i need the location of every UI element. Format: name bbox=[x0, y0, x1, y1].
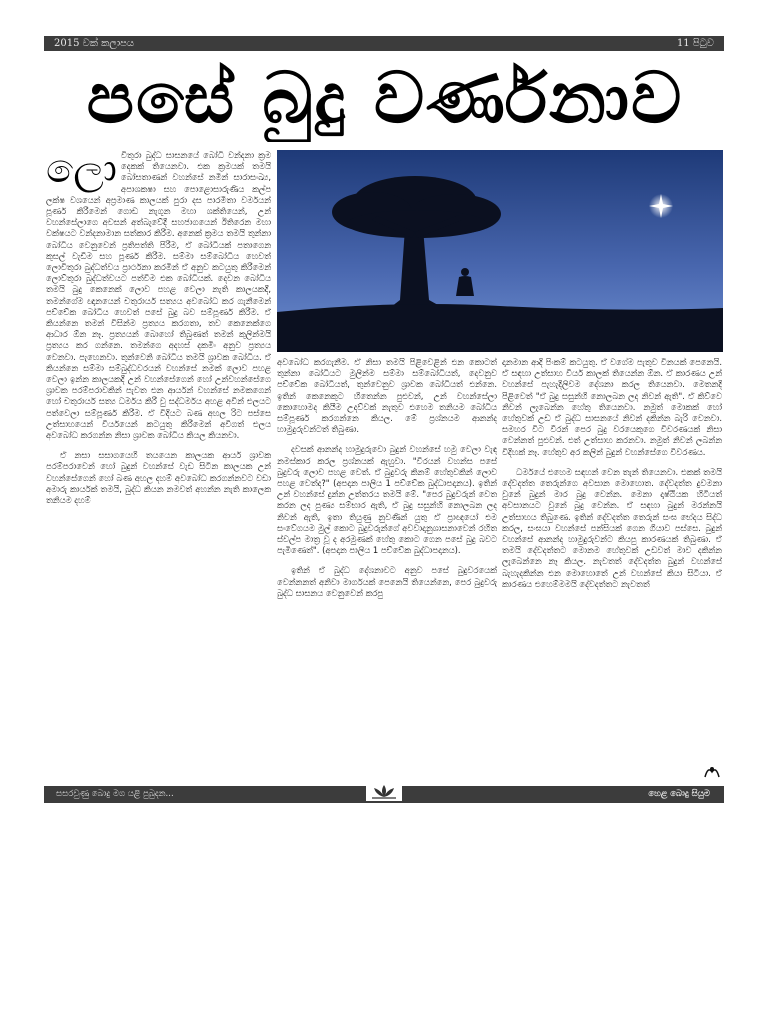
article-title: පසේ බුදු වර්ණනාව bbox=[86, 57, 684, 139]
paragraph-text: විතුරා බුද්ධ සාසනයේ බෝධි වන්දනා ක්‍රම දෙකක් තියෙනවා. එක ක්‍රමයක් තමයි බෝසතාණන් වහන්සේ නමින් සාරාසංඛ්‍ය, අපාශකෂා සහ පොළොසාරුණිය කල්ප ලක්ෂ වශයෙන් අප්‍රමාණ කාලයක් පුරා දස පාරමිතා වර්මයන් පූර්ණ කිරීමෙන් ගොඩ නැගුන මහා ශක්තියෙන්, උන් වහන්සේලාගෙ අවසන් අත්බැවේදී සහජාගයෙන් ඊතිරෙන මහා වක්ෂයට වන්දනාමාන සත්කාර කිරීම. අනෙක් ක්‍රමය තමයි තුන්නා බෝධිය වෙනුවෙන් ප්‍රතිපත්ති පිරීම, ඒ බෝධියක් පතාගෙන කුසල් වැඩීම සහ පූර්ණ කිරීම. සම්මා සම්බෝධිය හෙවත් ලොවිතුරා බුද්ධත්වය ප්‍රාර්ථනා කරමින් ඒ අනුව කටයුතු කිරීමෙන් ලොව්තුරා බුද්ධත්වයට පත්වීම එක බෝධියක්. දෙවන බෝධිය තමයි බුදු කෙනෙක් ලොව පහළ වෙලා නැති කාලයකදී, තමන්ගේම ඥානයෙන් චතුරාර්ය සත්‍යය අවබෝධ කර ගැනීමෙන් පච්චේක බෝධිය හෙවත් පසේ බුදු බව සම්පූර්ණ කිරීම. ඒ කියන්නෙ තමන් විසින්ම ප්‍රත්‍යය කරගතා, තව කෙනෙක්ගෙ ආධාර ඕන නෑ. ප්‍රත්‍යයන් බොහෝ තිබුණත් තමන් කුලින්මයි ප්‍රත්‍යය කර ගන්නෙ. තමන්ගෙ අදහස් දකමිං අනුව ප්‍රත්‍යය වෙනවා. පැහෙනවා. තුන්වෙනි බෝධිය තමයි ශ්‍රාවක බෝධිය. ඒ කියන්නෙ සම්මා සම්බුද්ධවරයන් වහන්සේ නමක් ලොව පහළ වෙලා ඉන්න කාලයකදී උන් වහන්සේගෙන් හෝ උන්වහන්සේගෙ ශ්‍රාවක පරම්පරාවකින් පැවත එන ආර්යන් වහන්සේ නමකගෙන් හෝ චතුරාර්ය සත්‍ය ධර්මය කිරී වු සද්ධර්මය අහළ අවින් එලයට පත්වෙලා සම්පූර්ණ කිරීම. ඒ විදියට බණ අහල රිට පස්සෙ උත්සාහයෙන් වීර්යයෙන් කටයුතු කිරීමෙන් අවිගත් එලය අවබෝධ කරගන්න නිසා ශ්‍රාවක බෝධිය කියල කියනවා. bbox=[46, 150, 271, 441]
page-header-bar bbox=[44, 36, 724, 51]
paragraph: දවසක් ආනන්ද හාමුදුරුවො බුදුන් වහන්සේ හමු වෙලා වැඳ නමස්කාර කරල ප්‍රශ්නයක් ඇහුවා. "වීරයන් වහන්ස පසේ බුදුවරු ලොව පහළ වෙත්. ඒ බුදුවරු කිනම් හේතුවකින් ලොව පහළ වෙත්ද?" (අපදාන පාලිය 1 පච්චේක බුද්ධාපදානය). ඉතින් උන් වහන්සේ දුන්න උත්තරය තමයි මේ. "පෙර බුදුවරුන් වෙත කරන ලද පුණ්‍ය සම්භාර ඇති, ඒ බුදු සසුන්හි නොලබන ලද නිවන් ඇති, ඉතා තියුණු නුවණින් යුතු ඒ ප්‍රාඥයෝ එම සංවේගයම මුල් කොට බුදුවරුන්ගේ අවවාදානුශාසනාවෙන් රහිත ස්වල්ප මාත්‍ර වූ ද අරමුණක් හේතු කොට ගෙන පසේ බුදු බවට පැමිණෙත්". (අපදාන පාලිය 1 පච්චේක බුද්ධාපදානය). bbox=[277, 444, 497, 556]
lotus-icon bbox=[366, 779, 402, 805]
article-column-2 bbox=[277, 357, 497, 790]
star-icon bbox=[649, 194, 673, 218]
publisher-label: හෙළ බොදු සියුම bbox=[648, 789, 710, 799]
drop-cap: ලො bbox=[46, 150, 117, 192]
footer-tagline: සසරවුණු බොදු මග යළි පුබුදන... bbox=[56, 789, 174, 799]
paragraph bbox=[46, 150, 271, 441]
paragraph: ධර්මයේ එහෙම සඳහන් වෙන තැන් තියෙනවා. එකක් තමයි දේවදත්ත තෙරුන්ගෙ අවසාන මොහොත. දේවදත්ත දුවමනා වුනේ බුදුන් මාර බුදු වෙන්න. මෙනා දෘෂ්ඨියක හිටියත් අවසානයට වුනේ බුදු වෙන්න. ඒ සඳහා බුදුන් මරන්නයි උත්සාහය තිබුණෙ. ඉතින් දේවදත්ත තෙරුන් සංඝ භේදය සිද්ධ කරල, සංඝයා වහන්සේ පන්සියක් ගෙන ගියාව පස්සෙ. බුදුන් වහන්සේ ආනන්ද හාමුදුරුවන්ට කියපු කාරණයක් තිබුණා. ඒ තමයි දේවදත්තට මොනම හේතුවක් උඩවත් මාව දකින්න ලැබෙන්නෙ නෑ කියල. නැවතත් දේවදත්ත බුදුන් වහන්සේ බැහැදකින්න එන මොහොතේ උන් වහන්සේ කියා සිටියා. ඒ කාරණය එහෙම්මමයි දේවදත්තට නැවතත් bbox=[502, 466, 722, 589]
paragraph: ඒ නසා සසාගයෙහි තයයෙන කාලයක ආර්ය ශ්‍රාවක පරම්පරාවෙන් හෝ බුදුන් වහන්සේ වැඩ සිටින කාලයක උන් වහන්සේගෙන් හෝ බණ අහල දහම් අවබෝධ කරගන්නවට වඩා අමාරු කාර්යක් තමයි, බුද්ධ කියන නමවත් අහන්න නැති කාලෙක තනියම දහම් bbox=[46, 450, 271, 506]
page-number: 11 පිටුව bbox=[676, 38, 714, 49]
bodhi-tree-photo bbox=[277, 150, 723, 352]
end-ornament-icon bbox=[703, 764, 721, 780]
paragraph: දානමාන ආදි පිංකම් කටයුතු. ඒ වගේම පැතුව විනයක් පෙනෙයි. ඒ සඳහා උත්සාහ වීර්ය කාලක් තියෙන්න ඕන. ඒ කාරණය උන් වහන්සේ පැහැදිලිවම දේශනා කරල තියෙනවා. මෙතනදි පිළිවෙත් "ඒ බුදු සසුන්හි නොලබන ලද නිවන් ඇති". ඒ කිව්වෙ නිවන් ලැබෙන්න හේතු තියෙනවා. නමුත් මොකක් හෝ හේතුවක් උඩ ඒ බුද්ධ සාසනයේ නිවන් දකින්න බැරි වෙනවා. සමහර විට වීරන් පෙර බුදු වරයෙකුගෙ විවරණයක් නිසා වෙන්නත් පුළුවන්. එත් උත්සාහ කරනවා. නමුත් නිවන් ලබන්න විදිහක් නෑ. හේතුව අර කලින් බුදුන් වහන්සේගෙ විවරණය. bbox=[502, 357, 722, 457]
ground-silhouette bbox=[277, 304, 723, 352]
page-footer-bar bbox=[44, 786, 724, 803]
article-column-3 bbox=[502, 357, 722, 790]
paragraph: අවබෝධ කරගැනීම. ඒ නිසා තමයි පිළිවෙළින් එන කොටත් තුන්නා බෝධියට මුලින්ම සම්මා සම්බෝධියත්, දෙවනුව පච්චේක බෝධියත්, තුන්වෙනුව ශ්‍රාවක බෝධියත් එන්නෙ. ඉතින් කෙනෙකුට හිතෙන්න පුළුවන්, උන් වහන්සේලා කොහොමද කියීම උදව්වක් නැතුව එහෙම තනියම බෝධිය සම්පූර්ණ කරගන්නෙ කියල. මේ ප්‍රශ්නයම ආනන්ද හාමුදුරුවන්ටත් තිබුණා. bbox=[277, 357, 497, 435]
issue-label: 2015 වක් කලාපය bbox=[54, 38, 135, 49]
paragraph: ඉතින් ඒ බුද්ධ දේශනාවට අනුව පසේ බුදුවරයෙක් වෙන්නනත් අනිවා මාර්ගයක් පෙනෙයි තියෙන්නෙ, පෙර බුදුවරු බුද්ධ සාසනය වෙනුවෙන් කරපු bbox=[277, 565, 497, 598]
article-column-1 bbox=[46, 150, 271, 790]
